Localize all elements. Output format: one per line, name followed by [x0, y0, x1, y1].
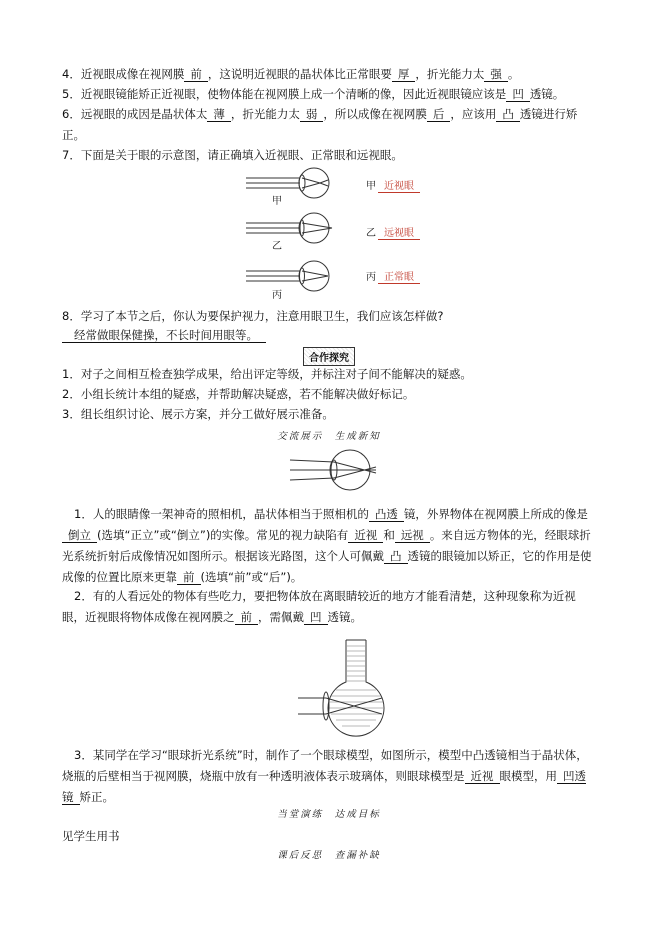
section-cooperation-title: 合作探究 — [0, 347, 658, 366]
answer-blank: 凹 — [506, 87, 530, 102]
answer-blank: 后 — [427, 107, 451, 122]
show-question-1: 1．人的眼睛像一架神奇的照相机，晶状体相当于照相机的 凸透 镜，外界物体在视网膜上所成的像是倒立 (选填“正立”或“倒立”)的实像。常见的视力缺陷有 近视 和 远视 。来自远方物体的光，经眼球折光系统折射后成像情况如图所示。根据该光路图，这个人可佩戴 凸 透镜的眼镜加以矫正，它的作用是使成像的位置比原来更靠 前 (选填“前”或“后”)。 — [62, 507, 592, 584]
eye-diagram-2 — [246, 213, 332, 243]
eye-tag-2: 乙 — [366, 228, 376, 239]
question-7: 7．下面是关于眼的示意图，请正确填入近视眼、正常眼和远视眼。 — [62, 148, 403, 162]
answer-blank: 凸透 — [369, 507, 404, 522]
answer-blank: 强 — [484, 67, 508, 82]
answer-blank: 凸 — [496, 107, 520, 122]
coop-item-1: 1．对子之间相互检查独学成果，给出评定等级，并标注对子间不能解决的疑惑。 — [62, 367, 472, 381]
section-reflection-title: 课后反思 查漏补缺 — [277, 850, 381, 861]
coop-item-3: 3．组长组织讨论、展示方案，并分工做好展示准备。 — [62, 407, 334, 421]
see-student-book: 见学生用书 — [62, 829, 120, 843]
eye-tag-1: 甲 — [366, 181, 376, 192]
answer-blank: 近视 — [465, 769, 500, 784]
eye-answer-2: 远视眼 — [378, 224, 420, 240]
eye-answer-1: 近视眼 — [378, 177, 420, 193]
eye-diagram-1 — [246, 168, 329, 198]
eye-label-3: 丙 — [272, 290, 282, 301]
question-5: 5．近视眼镜能矫正近视眼，使物体能在视网膜上成一个清晰的像，因此近视眼镜应该是 凹 透镜。 — [62, 87, 565, 101]
eye-label-1: 甲 — [272, 196, 282, 207]
question-8-answer: 经常做眼保健操，不长时间用眼等。 — [62, 325, 596, 346]
section-class-practice-title: 当堂演练 达成目标 — [277, 809, 381, 820]
answer-blank: 远视 — [395, 528, 430, 543]
answer-blank: 前 — [235, 610, 259, 625]
section-show-title: 交流展示 生成新知 — [277, 431, 381, 442]
eye-diagram-3 — [246, 261, 329, 291]
eye-answer-3: 正常眼 — [378, 268, 420, 284]
eye-tag-3: 丙 — [366, 272, 376, 283]
question-6: 6．远视眼的成因是晶状体太 薄 ，折光能力太 弱 ，所以成像在视网膜 后 ，应该用 凸 透镜进行矫正。 — [62, 107, 578, 142]
question-4: 4．近视眼成像在视网膜 前 ，这说明近视眼的晶状体比正常眼要 厚 ，折光能力太 强 。 — [62, 67, 520, 81]
eye-model-flask-diagram — [296, 638, 408, 742]
answer-blank: 近视 — [348, 528, 383, 543]
coop-item-2: 2．小组长统计本组的疑惑，并帮助解决疑惑，若不能解决做好标记。 — [62, 387, 415, 401]
answer-blank: 厚 — [392, 67, 416, 82]
eye-ray-diagram — [288, 446, 380, 494]
answer-blank: 凸 — [384, 549, 408, 564]
answer-blank: 薄 — [207, 107, 231, 122]
show-question-2: 2．有的人看远处的物体有些吃力，要把物体放在离眼睛较近的地方才能看清楚，这种现象称为近视眼，近视眼将物体成像在视网膜之 前 ，需佩戴 凹 透镜。 — [62, 589, 576, 624]
answer-blank: 凹透镜 — [62, 769, 586, 804]
eye-label-2: 乙 — [272, 241, 282, 252]
answer-blank: 前 — [177, 570, 201, 585]
answer-blank: 倒立 — [62, 528, 97, 543]
answer-blank: 弱 — [300, 107, 324, 122]
answer-blank: 凹 — [304, 610, 328, 625]
question-8: 8．学习了本节之后，你认为要保护视力，注意用眼卫生，我们应该怎样做? — [62, 309, 444, 323]
answer-blank: 前 — [184, 67, 208, 82]
show-question-3: 3．某同学在学习“眼球折光系统”时，制作了一个眼球模型，如图所示，模型中凸透镜相当于晶状体，烧瓶的后壁相当于视网膜，烧瓶中放有一种透明液体表示玻璃体，则眼球模型是 近视 眼模型，用 凹透镜 矫正。 — [62, 748, 588, 804]
